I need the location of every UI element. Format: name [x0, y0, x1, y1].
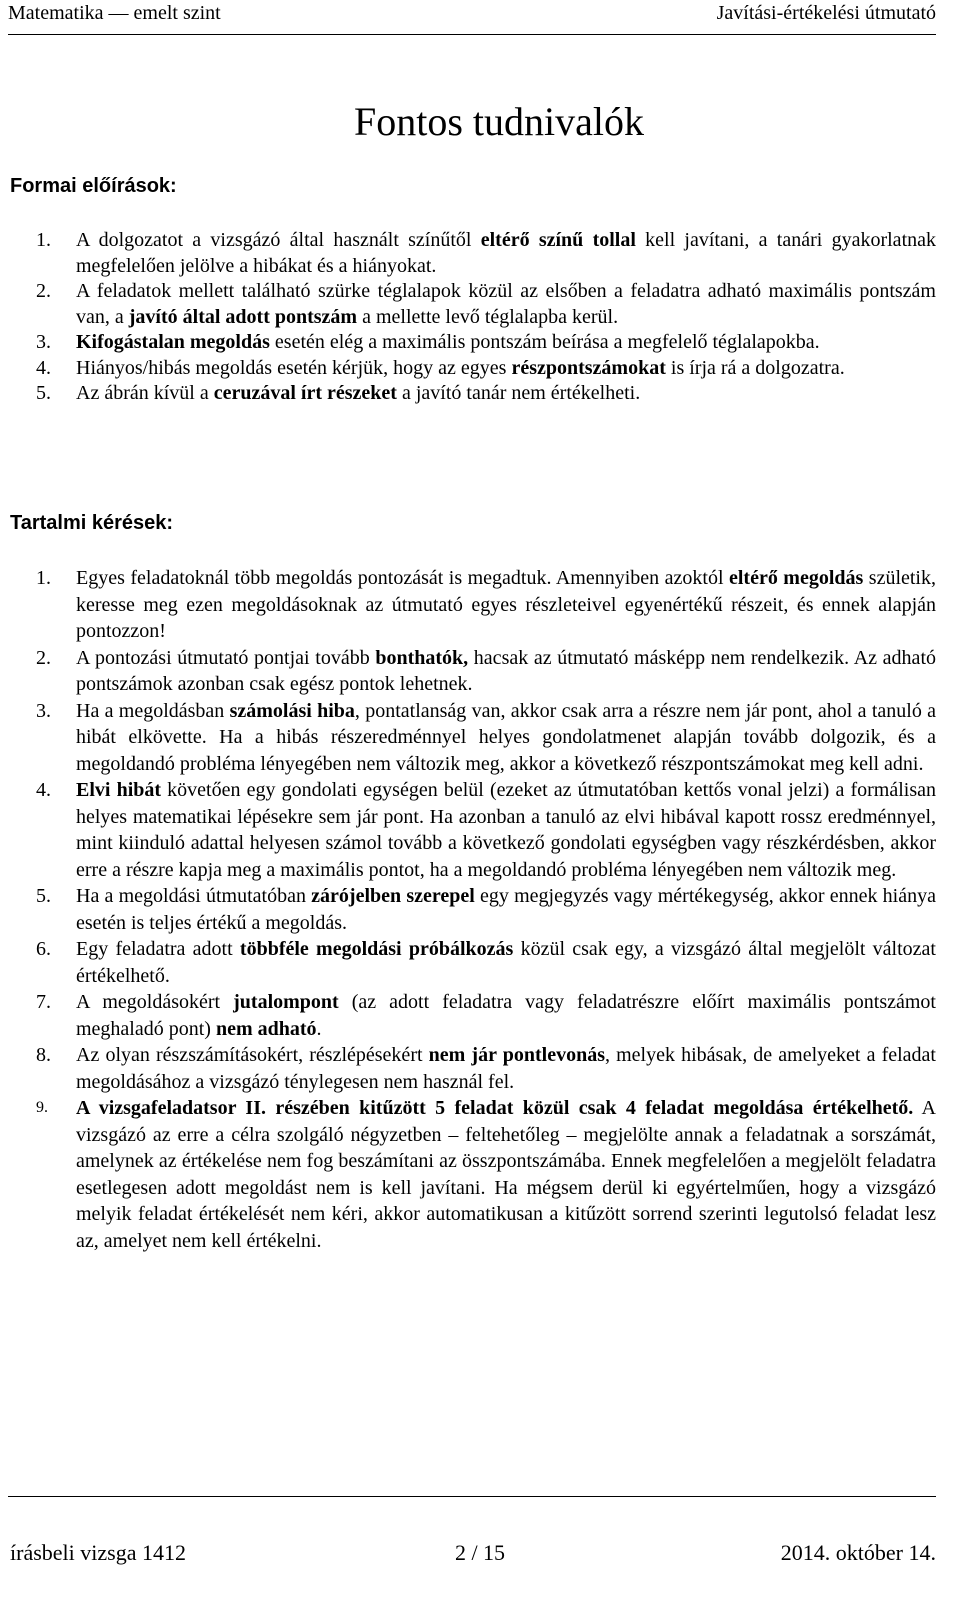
item-emphasis: bonthatók, [375, 646, 469, 669]
page-header [0, 0, 960, 36]
item-text: A megoldásokért [76, 991, 234, 1013]
item-text: hacsak az útmutató másképp nem rendelkezik. Az adható pontszámok azonban csak egész pontok lehetnek. [76, 646, 936, 695]
header-subject: Matematika — emelt szint [8, 2, 221, 24]
item-text: közül csak egy, a vizsgázó által megjelölt változat értékelhető. [76, 938, 936, 987]
item-text: születik, keresse meg ezen megoldásoknak az útmutató egyes részleteivel egyenértékű részeit, és ennek alapján pontozzon! [76, 567, 936, 642]
item-number: 6. [36, 938, 51, 960]
item-emphasis: javító által adott pontszám [128, 305, 358, 328]
tartalmi-item-8 [10, 1042, 936, 1095]
item-emphasis: többféle megoldási próbálkozás [239, 938, 514, 960]
footer-exam-id: írásbeli vizsga 1412 [10, 1540, 186, 1565]
item-text: A feladatok mellett található szürke téglalapok közül az elsőben a feladatra adható maximális pontszám van, a [76, 280, 936, 328]
tartalmi-item-7 [10, 989, 936, 1042]
tartalmi-item-6 [10, 936, 936, 989]
item-emphasis: eltérő színű tollal [480, 229, 636, 251]
item-text: . [316, 1017, 322, 1040]
formai-item-3 [10, 330, 936, 356]
item-text: esetén elég a maximális pontszám beírása a megfelelő téglalapokba. [269, 331, 820, 353]
item-emphasis: eltérő megoldás [728, 567, 864, 589]
item-text: egy megjegyzés vagy mértékegység, akkor ennek hiánya esetén is teljes értékű a megoldás. [76, 885, 936, 934]
tartalmi-list [10, 565, 936, 1254]
item-text: Egy feladatra adott [76, 938, 240, 960]
footer-rule [8, 1496, 936, 1497]
item-number: 1. [36, 567, 51, 589]
item-text: követően egy gondolati egységen belül (ezeket az útmutatóban kettős vonal jelzi) a formálisan helyes matematikai lépésekre sem jár pont. Ha azonban a tanuló az elvi hibával kapott rossz eredménnyel, mint kiinduló adattal helyesen számol tovább a következő gondolati egységben vagy részkérdésben, akkor erre a részre kapja meg a maximális pontot, ha a megoldandó probléma lényegében nem változik meg. [76, 779, 936, 881]
tartalmi-heading: Tartalmi kérések: [10, 512, 174, 534]
tartalmi-item-5 [10, 883, 936, 936]
item-number: 4. [36, 779, 51, 801]
item-text: , melyek hibásak, de amelyeket a feladat megoldásához a vizsgázó ténylegesen nem használ fel. [76, 1044, 936, 1093]
footer-page-number: 2 / 15 [454, 1540, 506, 1565]
item-number: 2. [36, 280, 51, 302]
item-emphasis: A vizsgafeladatsor II. részében kitűzött 5 feladat közül csak 4 feladat megoldása értékelhető. [76, 1097, 914, 1119]
item-text: A pontozási útmutató pontjai tovább [76, 646, 376, 669]
page-title: Fontos tudnivalók [353, 99, 645, 144]
item-text: A dolgozatot a vizsgázó által használt színűtől [76, 229, 481, 251]
formai-item-2 [10, 279, 936, 330]
item-emphasis: Elvi hibát [76, 779, 162, 801]
formai-item-1 [10, 228, 936, 279]
item-text: Ha a megoldásban [76, 699, 230, 722]
item-number: 3. [36, 699, 51, 722]
item-emphasis: nem adható [215, 1017, 317, 1040]
item-emphasis: jutalompont [233, 991, 339, 1013]
item-text: (az adott feladatra vagy feladatrészre előírt maximális pontszámot meghaladó pont) [76, 991, 936, 1040]
item-text: Az ábrán kívül a [76, 382, 214, 404]
item-number: 2. [36, 646, 51, 669]
formai-item-4 [10, 356, 936, 382]
tartalmi-item-3 [10, 698, 936, 778]
item-number: 5. [36, 885, 51, 907]
item-number: 1. [36, 229, 51, 251]
formai-list [10, 228, 936, 407]
footer-date: 2014. október 14. [780, 1540, 936, 1565]
item-text: a mellette levő téglalapba kerül. [357, 305, 619, 328]
item-text: a javító tanár nem értékelheti. [396, 382, 641, 404]
tartalmi-item-9 [10, 1095, 936, 1254]
item-number: 3. [36, 331, 51, 353]
item-number: 5. [36, 382, 51, 404]
item-number: 7. [36, 991, 51, 1013]
item-text: , pontatlanság van, akkor csak arra a részre nem jár pont, ahol a tanuló a hibát elkövette. Ha a hibás részeredménnyel helyes gondolatmenet alapján tovább dolgozik, és a megoldandó probléma lényegében nem változik meg, akkor a következő részpontszámokat meg kell adni. [76, 699, 936, 775]
header-doc-type: Javítási-értékelési útmutató [716, 2, 936, 24]
item-text: Hiányos/hibás megoldás esetén kérjük, hogy az egyes [76, 356, 512, 379]
item-emphasis: nem jár pontlevonás [428, 1044, 605, 1066]
header-rule [8, 34, 936, 35]
tartalmi-item-1 [10, 565, 936, 645]
item-text: kell javítani, a tanári gyakorlatnak megfelelően jelölve a hibákat és a hiányokat. [76, 229, 936, 277]
formai-item-5 [10, 381, 936, 407]
item-text: Ha a megoldási útmutatóban [76, 885, 312, 907]
item-emphasis: részpontszámokat [511, 356, 666, 379]
item-text: Egyes feladatoknál több megoldás pontozását is megadtuk. Amennyiben azoktól [76, 567, 729, 589]
item-text: A vizsgázó az erre a célra szolgáló négyzetben – feltehetőleg – megjelölte annak a feladatnak a sorszámát, amelynek az értékelése nem fog beszámítani az összpontszámába. Ennek megfelelően a megjelölt feladatra esetlegesen adott megoldást nem is kell javítani. Ha mégsem derül ki egyértelműen, hogy a vizsgázó melyik feladat értékelését nem kéri, akkor automatikusan a kitűzött sorrend szerinti legutolsó feladat lesz az, amelyet nem kell értékelni. [76, 1097, 936, 1252]
item-number: 9. [36, 1099, 48, 1116]
formai-heading: Formai előírások: [10, 175, 177, 197]
item-text: is írja rá a dolgozatra. [665, 356, 845, 379]
item-text: Az olyan részszámításokért, részlépésekért [76, 1044, 429, 1066]
item-emphasis: ceruzával írt részeket [213, 382, 397, 404]
item-number: 4. [36, 356, 51, 379]
item-emphasis: Kifogástalan megoldás [76, 331, 270, 353]
item-number: 8. [36, 1044, 51, 1066]
item-emphasis: zárójelben szerepel [311, 885, 475, 907]
tartalmi-item-2 [10, 645, 936, 698]
tartalmi-item-4 [10, 777, 936, 883]
item-emphasis: számolási hiba [229, 699, 355, 722]
